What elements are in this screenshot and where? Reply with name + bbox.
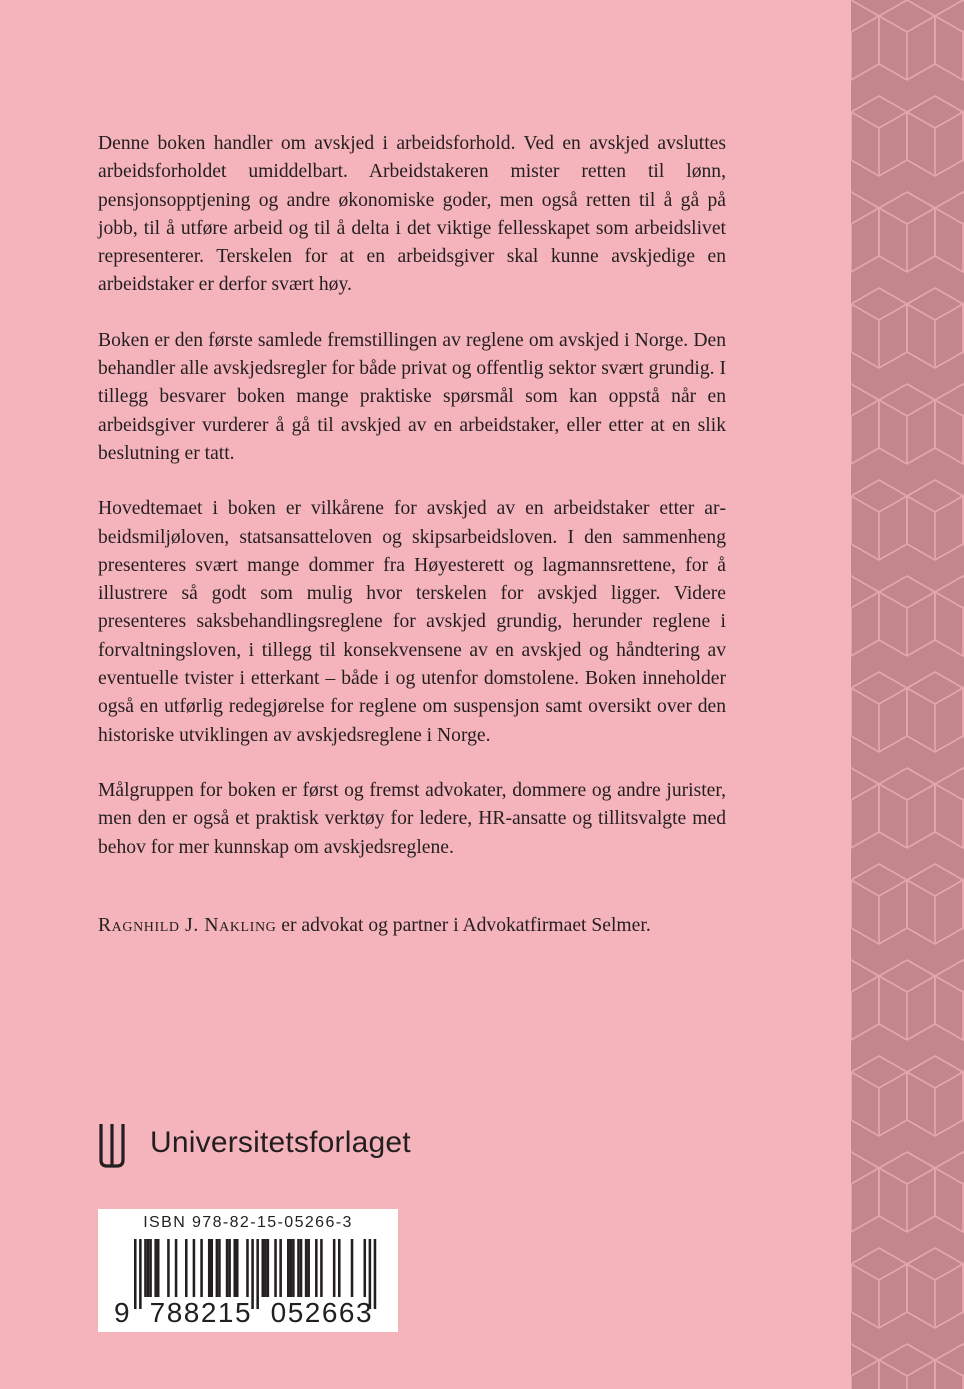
barcode-bar bbox=[211, 1239, 214, 1297]
barcode-digits: 9 788215 052663 bbox=[114, 1297, 374, 1328]
barcode-guard-bar bbox=[374, 1239, 377, 1309]
barcode-bar bbox=[149, 1239, 152, 1297]
barcode-bar bbox=[228, 1239, 231, 1297]
barcode bbox=[98, 1209, 398, 1332]
barcode-bar bbox=[264, 1239, 267, 1297]
barcode-bar bbox=[175, 1239, 178, 1297]
barcode-bar bbox=[144, 1239, 147, 1297]
barcode-bar bbox=[297, 1239, 300, 1297]
u-logo-icon bbox=[98, 1122, 126, 1168]
author-description: er advokat og partner i Advokatfirmaet Selmer. bbox=[276, 915, 651, 936]
barcode-bar bbox=[200, 1239, 203, 1297]
author-name: Ragnhild J. Nakling bbox=[98, 915, 277, 936]
author-bio bbox=[98, 912, 798, 940]
blurb bbox=[98, 130, 726, 889]
barcode-bar bbox=[147, 1239, 150, 1297]
barcode-bar bbox=[320, 1239, 323, 1297]
cube-pattern-graphic bbox=[851, 0, 964, 1389]
decorative-cube-pattern bbox=[851, 0, 964, 1389]
barcode-bar bbox=[279, 1239, 282, 1297]
barcode-bar bbox=[333, 1239, 336, 1297]
barcode-bar bbox=[338, 1239, 341, 1297]
publisher-name: Universitetsforlaget bbox=[150, 1126, 411, 1159]
barcode-bar bbox=[226, 1239, 229, 1297]
barcode-bar bbox=[208, 1239, 211, 1297]
barcode-bar bbox=[262, 1239, 265, 1297]
barcode-bar bbox=[292, 1239, 295, 1297]
barcode-bar bbox=[154, 1239, 157, 1297]
barcode-bar bbox=[290, 1239, 293, 1297]
barcode-bar bbox=[185, 1239, 188, 1297]
blurb-paragraph-3: Hovedtemaet i boken er vilkårene for avskjed av en arbeidstaker etter arbeidsmiljøloven, statsansatteloven og skipsarbeidsloven. I den sammenheng presenteres svært mange dommer fra Høyesterett og lagmannsrettene, for å illustrere så godt som mulig hvor terskelen for avskjed ligger. Videre presenteres saksbehandlingsreglene for avskjed grundig, herunder reglene i forvaltningsloven, i tillegg til konsekvensene av en avskjed og håndtering av eventuelle tvister i etterkant – både i og utenfor domstolene. Boken inneholder også en utførlig redegjørelse for reglene om suspensjon samt oversikt over den historiske utviklingen av avskjedsreglene i Norge. bbox=[98, 498, 726, 746]
barcode-bar bbox=[233, 1239, 236, 1297]
barcode-bar bbox=[364, 1239, 367, 1297]
barcode-bar bbox=[236, 1239, 239, 1297]
isbn-label: ISBN 978-82-15-05266-3 bbox=[143, 1214, 353, 1231]
barcode-bar bbox=[267, 1239, 270, 1297]
barcode-bar bbox=[300, 1239, 303, 1297]
barcode-bar bbox=[193, 1239, 196, 1297]
blurb-paragraph-1: Denne boken handler om avskjed i arbeidsforhold. Ved en avskjed avsluttes arbeidsforholdet umiddelbart. Arbeidstakeren mister retten til lønn, pensjonsopptjening og andre økonomiske goder, men også retten til å gå på jobb, til å utføre arbeid og til å delta i det viktige fellesskapet som arbeidslivet representerer. Terskelen for at en arbeidsgiver skal kunne avskjedige en arbeidstaker er derfor svært høy. bbox=[98, 133, 726, 296]
barcode-bar bbox=[351, 1239, 354, 1297]
barcode-bar bbox=[287, 1239, 290, 1297]
barcode-bar bbox=[157, 1239, 160, 1297]
barcode-bar bbox=[274, 1239, 277, 1297]
barcode-bar bbox=[315, 1239, 318, 1297]
barcode-bar bbox=[246, 1239, 249, 1297]
barcode-bar bbox=[307, 1239, 310, 1297]
barcode-bar bbox=[216, 1239, 219, 1297]
barcode-bar bbox=[167, 1239, 170, 1297]
publisher bbox=[98, 1120, 438, 1170]
barcode-bar bbox=[218, 1239, 221, 1297]
barcode-bar bbox=[305, 1239, 308, 1297]
blurb-paragraph-2: Boken er den første samlede fremstillingen av reglene om avskjed i Norge. Den behandler alle avskjedsregler for både privat og offentlig sektor svært grundig. I tillegg besvarer boken mange praktiske spørsmål som kan oppstå når en arbeidsgiver vurderer å gå til avskjed av en arbeidstaker, eller etter at en slik beslutning er tatt. bbox=[98, 329, 726, 464]
blurb-paragraph-4: Målgruppen for boken er først og fremst advokater, dommere og andre jurister, men den er også et praktisk verktøy for ledere, HR-ansatte og tillitsvalgte med behov for mer kunnskap om avskjedsreglene. bbox=[98, 779, 726, 858]
